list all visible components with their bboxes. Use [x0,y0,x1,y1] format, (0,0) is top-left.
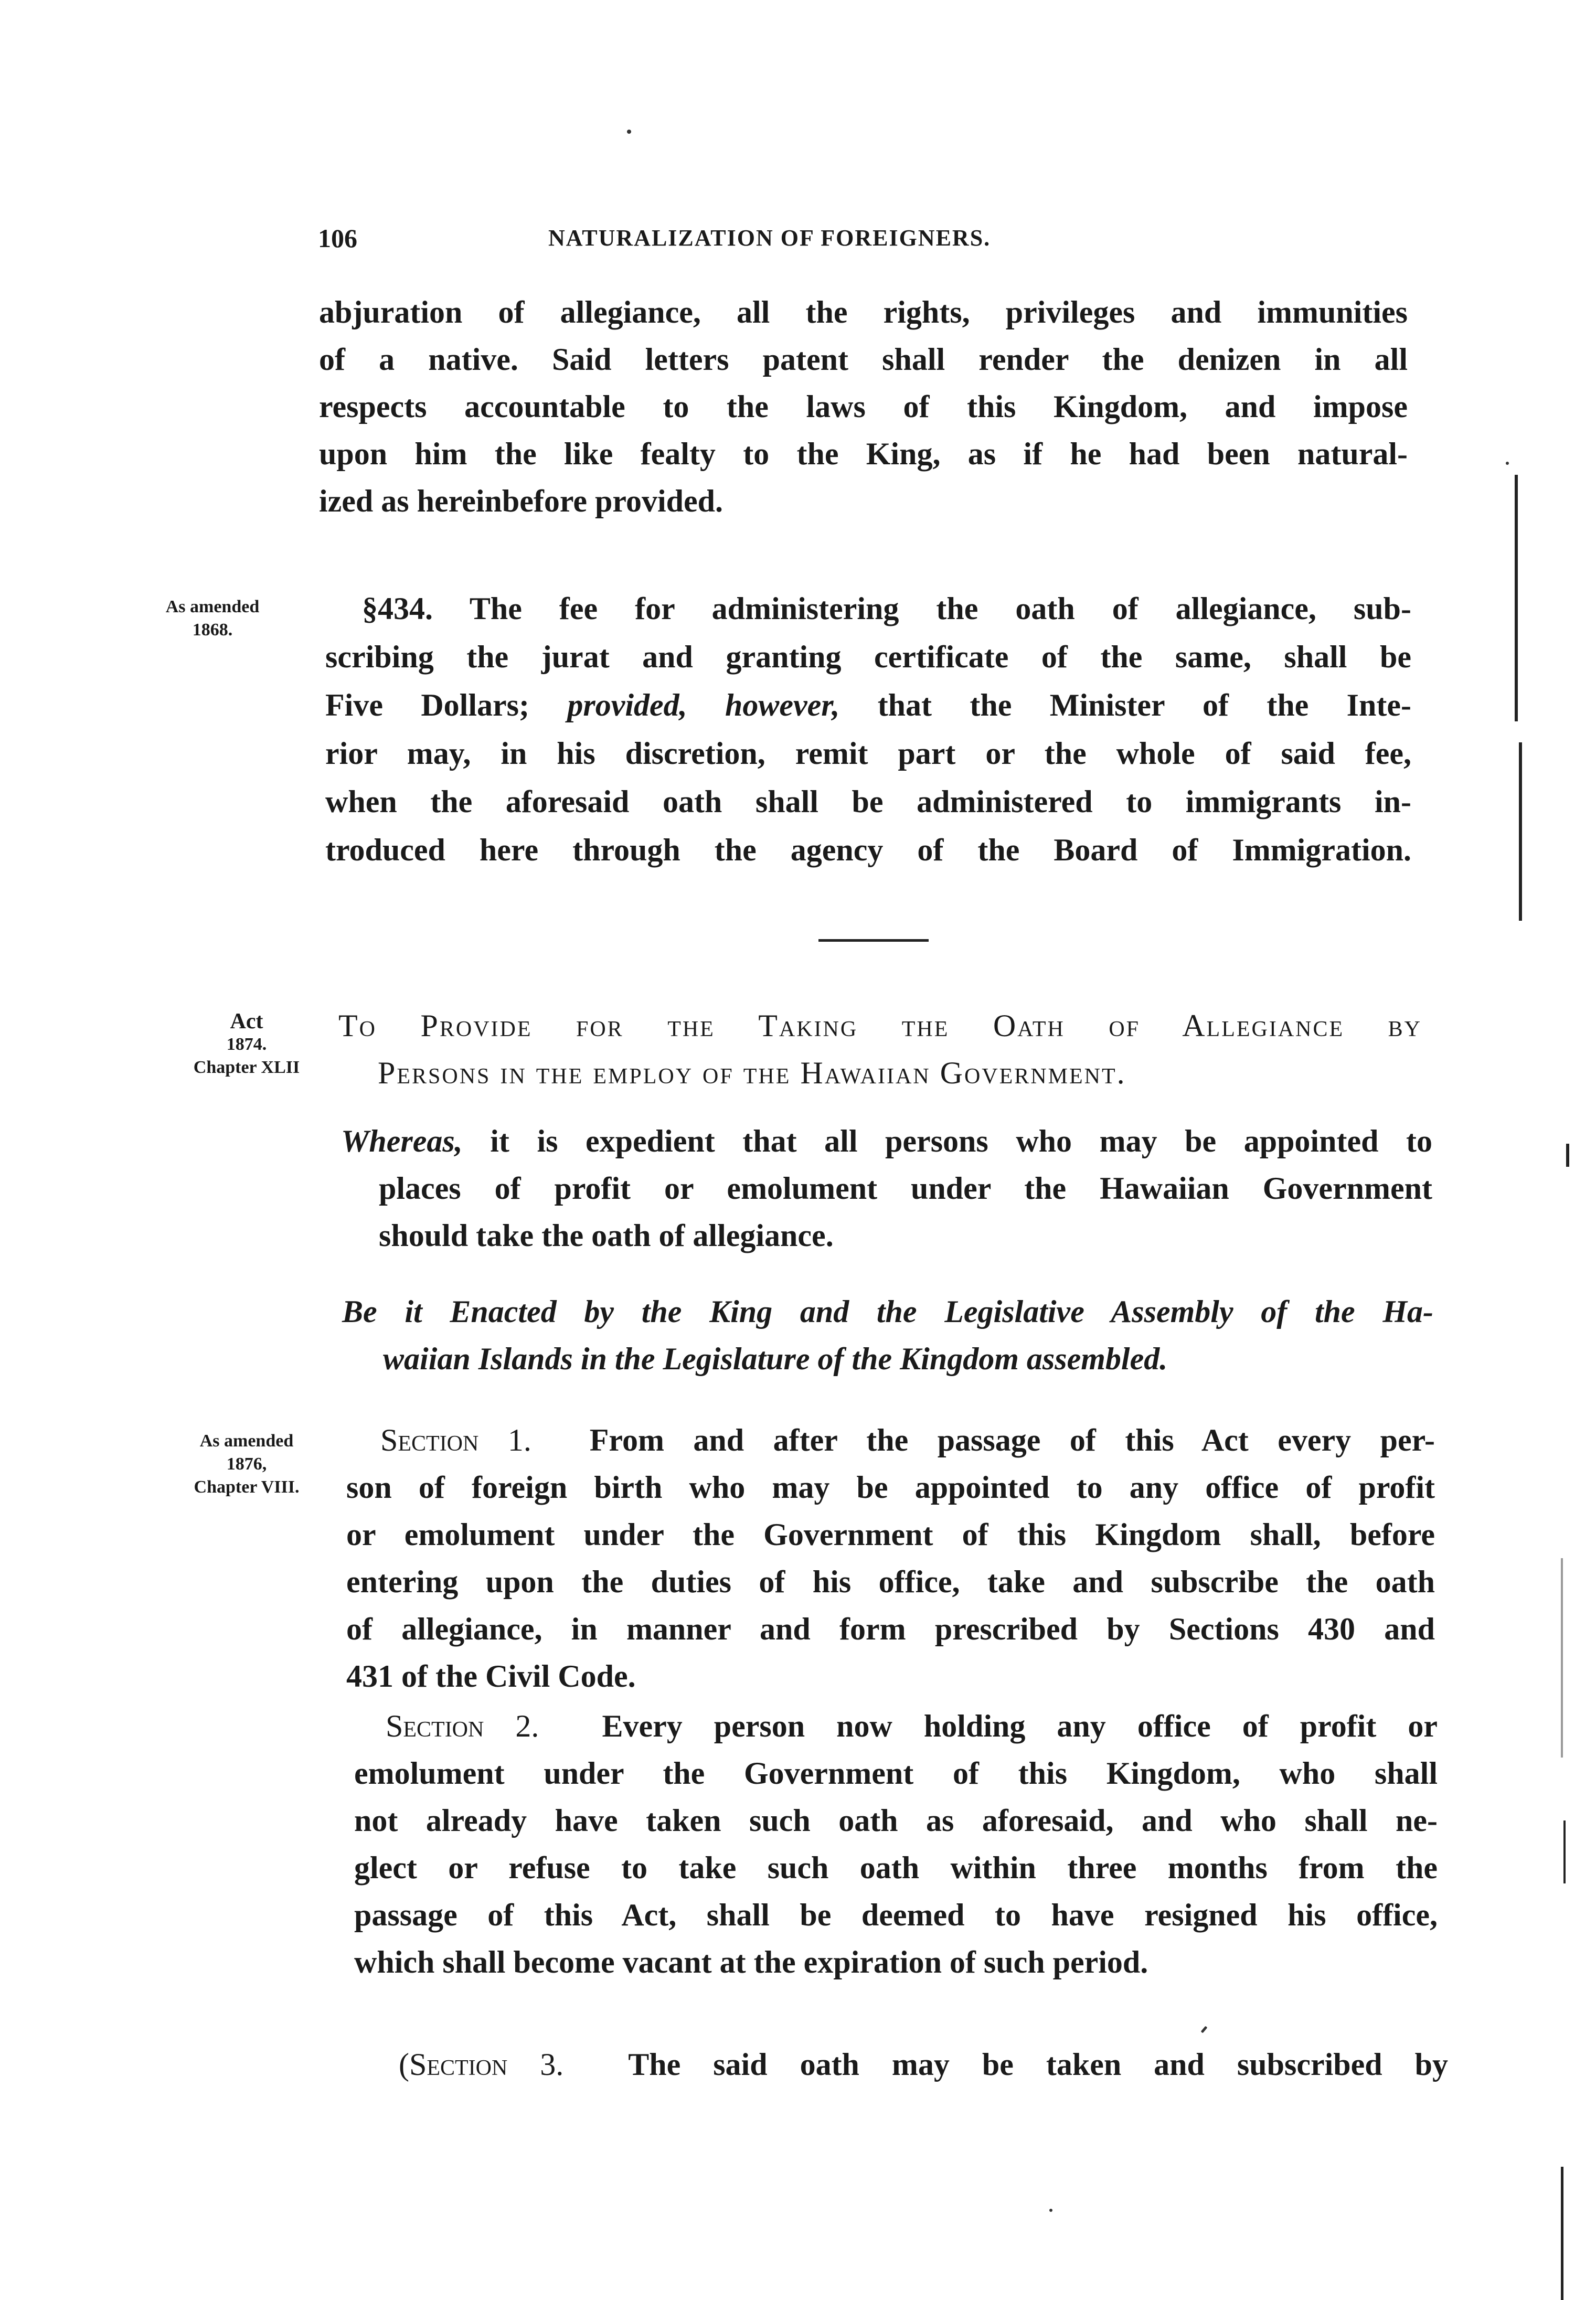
text-line: of a native. Said letters patent shall render the denizen in all [319,342,1408,377]
margin-note-line: 1868. [192,620,233,640]
scan-speck [1201,2026,1208,2033]
section-divider [818,939,929,942]
text-line: glect or refuse to take such oath within three months from the [354,1850,1438,1885]
text-line: rior may, in his discretion, remit part or the whole of said fee, [325,736,1411,771]
text-line: troduced here through the agency of the Board of Immigration. [325,833,1411,867]
page-number: 106 [318,223,357,253]
margin-note-line: Act [230,1009,263,1034]
running-title: NATURALIZATION OF FOREIGNERS. [548,225,991,251]
text-line: emolument under the Government of this Kingdom, who shall [354,1756,1438,1791]
text-line: respects accountable to the laws of this Kingdom, and impose [319,389,1408,424]
text-line: passage of this Act, shall be deemed to have resigned his office, [354,1898,1438,1932]
text-line: waiian Islands in the Legislature of the Kingdom assembled. [383,1341,1168,1376]
scan-artifact-line [1515,475,1518,721]
scan-artifact-line [1566,1144,1569,1167]
section-label: (Section 3. [399,2047,564,2082]
margin-note-line: Chapter VIII. [194,1477,300,1497]
text-line [399,2043,1448,2085]
scan-speck [1049,2209,1052,2212]
margin-note-line: As amended [199,1431,294,1451]
margin-note-434 [134,595,291,642]
text-line: when the aforesaid oath shall be administered to immigrants in- [325,784,1411,819]
text-line: entering upon the duties of his office, take and subscribe the oath [346,1564,1435,1599]
text-line: Be it Enacted by the King and the Legislative Assembly of the Ha- [342,1294,1433,1329]
text-line [341,1120,1432,1162]
text-span: that the Minister of the Inte- [839,688,1411,722]
text-line [380,1419,1435,1461]
margin-note-line: As amended [165,597,260,616]
scan-speck [627,130,631,134]
margin-note-line: 1876, [226,1454,267,1474]
text-line: §434. The fee for administering the oath of allegiance, sub- [362,591,1411,626]
text-line: upon him the like fealty to the King, as if he had been natural- [319,436,1408,471]
provided-however-italic: provided, however, [567,688,840,722]
text-line: ized as hereinbefore provided. [319,484,723,518]
text-line: of allegiance, in manner and form prescribed by Sections 430 and [346,1612,1435,1646]
section-label: Section 1. [380,1423,531,1457]
text-line: son of foreign birth who may be appointed to any office of profit [346,1470,1435,1505]
scan-speck [1506,462,1509,465]
text-line [386,1705,1438,1747]
act-title-line: Persons in the employ of the Hawaiian Government. [378,1056,1126,1090]
text-line: not already have taken such oath as aforesaid, and who shall ne- [354,1803,1438,1838]
act-title-line: To Provide for the Taking the Oath of Allegiance by [338,1008,1422,1043]
whereas-italic: Whereas, [341,1124,463,1158]
text-line: which shall become vacant at the expiration of such period. [354,1945,1148,1979]
text-span: From and after the passage of this Act every per- [531,1423,1435,1457]
text-span: it is expedient that all persons who may be appointed to [462,1124,1432,1158]
scan-artifact-line [1561,1558,1563,1758]
margin-note-1876 [142,1430,352,1499]
scan-artifact-line [1561,2167,1563,2300]
text-span: Five Dollars; [325,688,568,722]
margin-note-act [131,1010,362,1079]
margin-note-line: 1874. [226,1035,267,1054]
text-line: abjuration of allegiance, all the rights, privileges and immunities [319,295,1408,329]
text-line: scribing the jurat and granting certificate of the same, shall be [325,640,1411,674]
scan-artifact-line [1563,1820,1566,1883]
text-line: should take the oath of allegiance. [379,1218,834,1253]
text-line: 431 of the Civil Code. [346,1659,636,1694]
text-span: Every person now holding any office of profit or [539,1709,1438,1743]
text-line: or emolument under the Government of this Kingdom shall, before [346,1517,1435,1552]
scan-artifact-line [1519,742,1522,921]
text-line: places of profit or emolument under the Hawaiian Government [379,1171,1432,1206]
margin-note-line: Chapter XLII [193,1058,300,1077]
section-label: Section 2. [386,1709,539,1743]
text-line [325,684,1411,726]
text-span: The said oath may be taken and subscribed by [563,2047,1448,2082]
